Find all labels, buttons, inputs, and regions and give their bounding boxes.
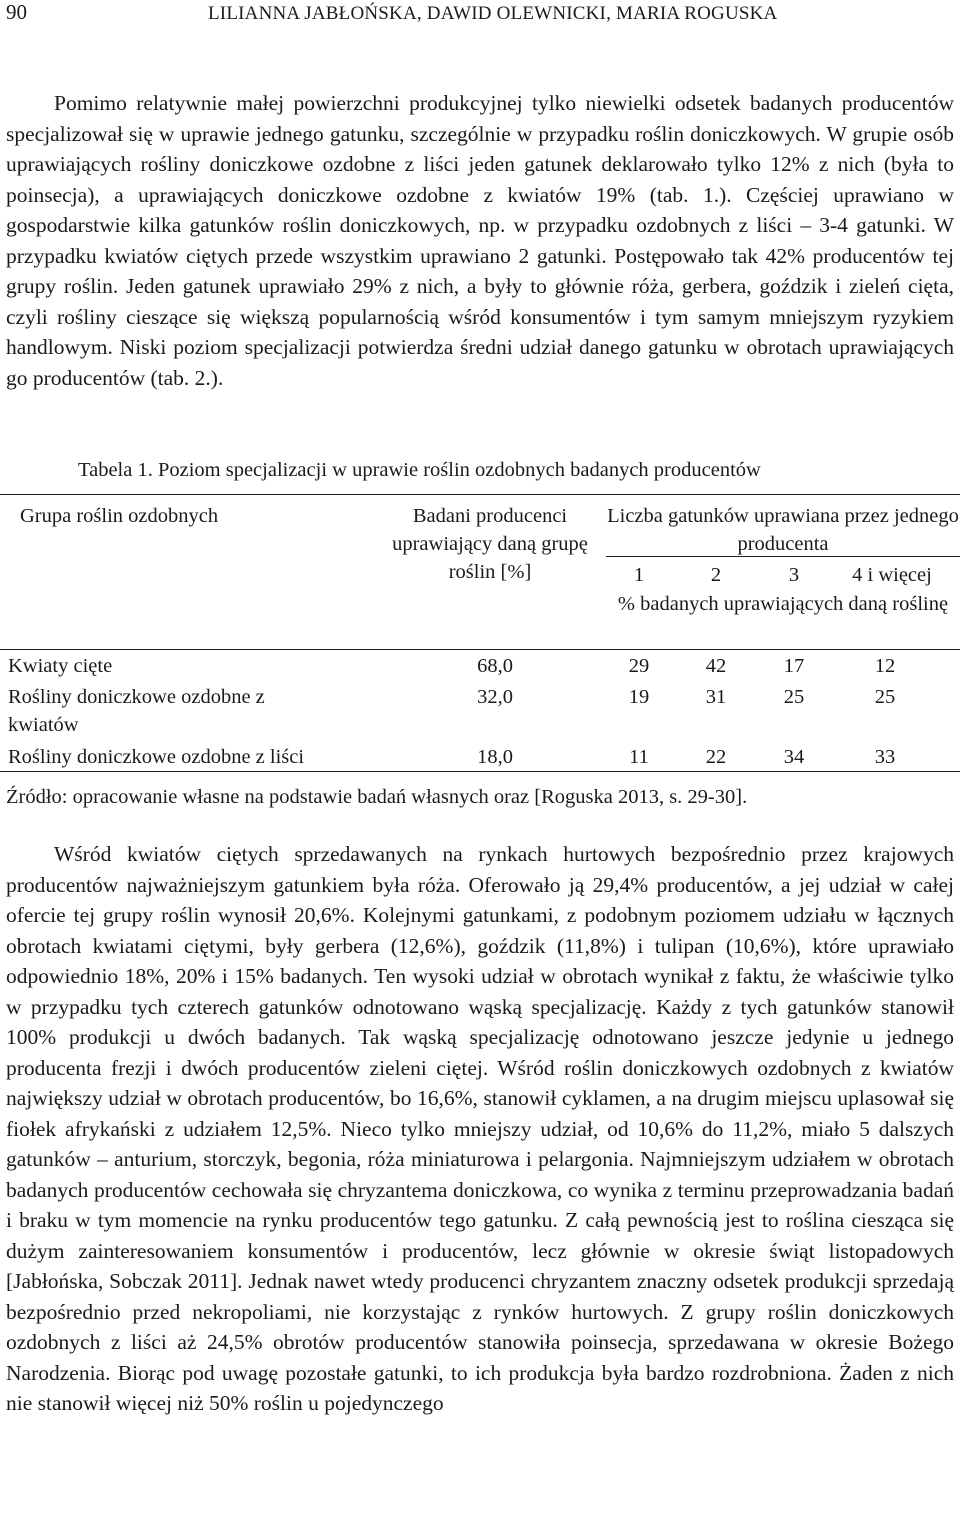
- table-source: Źródło: opracowanie własne na podstawie badań własnych oraz [Roguska 2013, s. 29-30].: [6, 786, 748, 808]
- header-count: Liczba gatunków uprawiana przez jednego producenta: [607, 505, 959, 555]
- running-header: [6, 0, 954, 26]
- header-count-2: 2: [710, 564, 722, 586]
- row-value: 29: [628, 655, 650, 677]
- row-value: 12: [874, 655, 896, 677]
- running-authors: LILIANNA JABŁOŃSKA, DAWID OLEWNICKI, MARIA ROGUSKA: [208, 3, 778, 24]
- row-value: 25: [783, 686, 805, 708]
- table-caption: Tabela 1. Poziom specjalizacji w uprawie roślin ozdobnych badanych producentów: [78, 459, 761, 481]
- row-label-cut-flowers: Kwiaty cięte: [8, 655, 113, 677]
- row-value: 34: [783, 746, 805, 768]
- paragraph-market-share: Wśród kwiatów ciętych sprzedawanych na rynkach hurtowych bezpośrednio przez krajowych producentów najważniejszym gatunkiem była róża. Oferowało ją 29,4% producentów, a jej udział w całej ofercie tej grupy roślin wynosił 20,6%. Kolejnymi gatunkami, z podobnym poziomem udziału w łącznych obrotach kwiatami ciętymi, były gerbera (12,6%), goździk (11,8%) i tulipan (10,6%), które uprawiało odpowiednio 18%, 20% i 15% badanych. Ten wysoki udział w obrotach wynikał z faktu, że właściwie tylko w przypadku tych czterech gatunków odnotowano wąską specjalizację. Każdy z tych gatunków stanowił 100% produkcji u dwóch badanych. Tak wąską specjalizację odnotowano jeszcze jedynie u jednego producenta frezji i dwóch producentów zieleni ciętej. Wśród roślin doniczkowych ozdobnych z kwiatów największy udział w obrotach producentów, bo 16,6%, stanowił cyklamen, a na drugim miejscu uplasował się fiołek afrykański z udziałem 12,5%. Nieco tylko mniejszy udział, od 10,6% do 11,2%, miało 5 dalszych gatunków – anturium, storczyk, begonia, róża miniaturowa i pelargonia. Najmniejszym udziałem w obrotach badanych producentów cechowała się chryzantema doniczkowa, co wynika z terminu przeprowadzania badań i braku w tym momencie na rynku producentów tego gatunku. Z całą pewnością jest to roślina ciesząca się dużym zainteresowaniem konsumentów i producentów, lecz głównie w okresie świąt listopadowych [Jabłońska, Sobczak 2011]. Jednak nawet wtedy producenci chryzantem znaczny odsetek produkcji sprzedają bezpośrednio przed nekropoliami, nie korzystając z rynków hurtowych. Z grupy roślin doniczkowych ozdobnych z liści aż 24,5% obrotów producentów stanowiła poinsecja, sprzedawana w okresie Bożego Narodzenia. Biorąc pod uwagę pozostałe gatunki, to ich produkcja była bardzo rozdrobniona. Żaden z nich nie stanowił więcej niż 50% roślin u pojedynczego: [6, 842, 954, 1415]
- paragraph-specialization: Pomimo relatywnie małej powierzchni produkcyjnej tylko niewielki odsetek badanych producentów specjalizował się w uprawie jednego gatunku, szczególnie w przypadku roślin doniczkowych. W grupie osób uprawiających rośliny doniczkowe ozdobne z liści jeden gatunek deklarowało tylko 12% z nich (była to poinsecja), a uprawiających doniczkowe ozdobne z kwiatów 19% (tab. 1.). Częściej uprawiano w gospodarstwie kilka gatunków roślin doniczkowych, np. w przypadku ozdobnych z liści – 3-4 gatunki. W przypadku kwiatów ciętych przede wszystkim uprawiano 2 gatunki. Postępowało tak 42% producentów tej grupy roślin. Jeden gatunek uprawiało 29% z nich, a były to głównie róża, gerbera, goździk i zieleń cięta, czyli rośliny cieszące się większą popularnością wśród konsumentów i tym samym mniejszym ryzykiem handlowym. Niski poziom specjalizacji potwierdza średni udział danego gatunku w obrotach uprawiających go producentów (tab. 2.).: [6, 91, 954, 390]
- row-label-potted-foliage: Rośliny doniczkowe ozdobne z liści: [8, 746, 305, 768]
- row-value: 19: [628, 686, 650, 708]
- row-label-potted-flowering: Rośliny doniczkowe ozdobne z kwiatów: [8, 686, 265, 736]
- header-count-1: 1: [633, 564, 645, 586]
- row-value: 11: [629, 746, 649, 768]
- specialization-table: [0, 494, 960, 774]
- row-value: 31: [705, 686, 727, 708]
- page-number: 90: [6, 0, 27, 24]
- row-share: 18,0: [477, 746, 513, 768]
- header-count-3: 3: [788, 564, 800, 586]
- table-rule-bottom: [0, 771, 960, 772]
- row-value: 42: [705, 655, 727, 677]
- row-share: 68,0: [477, 655, 513, 677]
- header-count-4-plus: 4 i więcej: [852, 564, 932, 586]
- header-share: Badani producenci uprawiający daną grupę roślin [%]: [392, 505, 588, 583]
- row-value: 25: [874, 686, 896, 708]
- row-share: 32,0: [477, 686, 513, 708]
- header-unit: % badanych uprawiających daną roślinę: [617, 593, 949, 615]
- row-value: 17: [783, 655, 805, 677]
- table-rule-top: [0, 494, 960, 495]
- row-value: 33: [874, 746, 896, 768]
- header-group: Grupa roślin ozdobnych: [20, 505, 219, 527]
- row-value: 22: [705, 746, 727, 768]
- table-rule-mid: [0, 649, 960, 650]
